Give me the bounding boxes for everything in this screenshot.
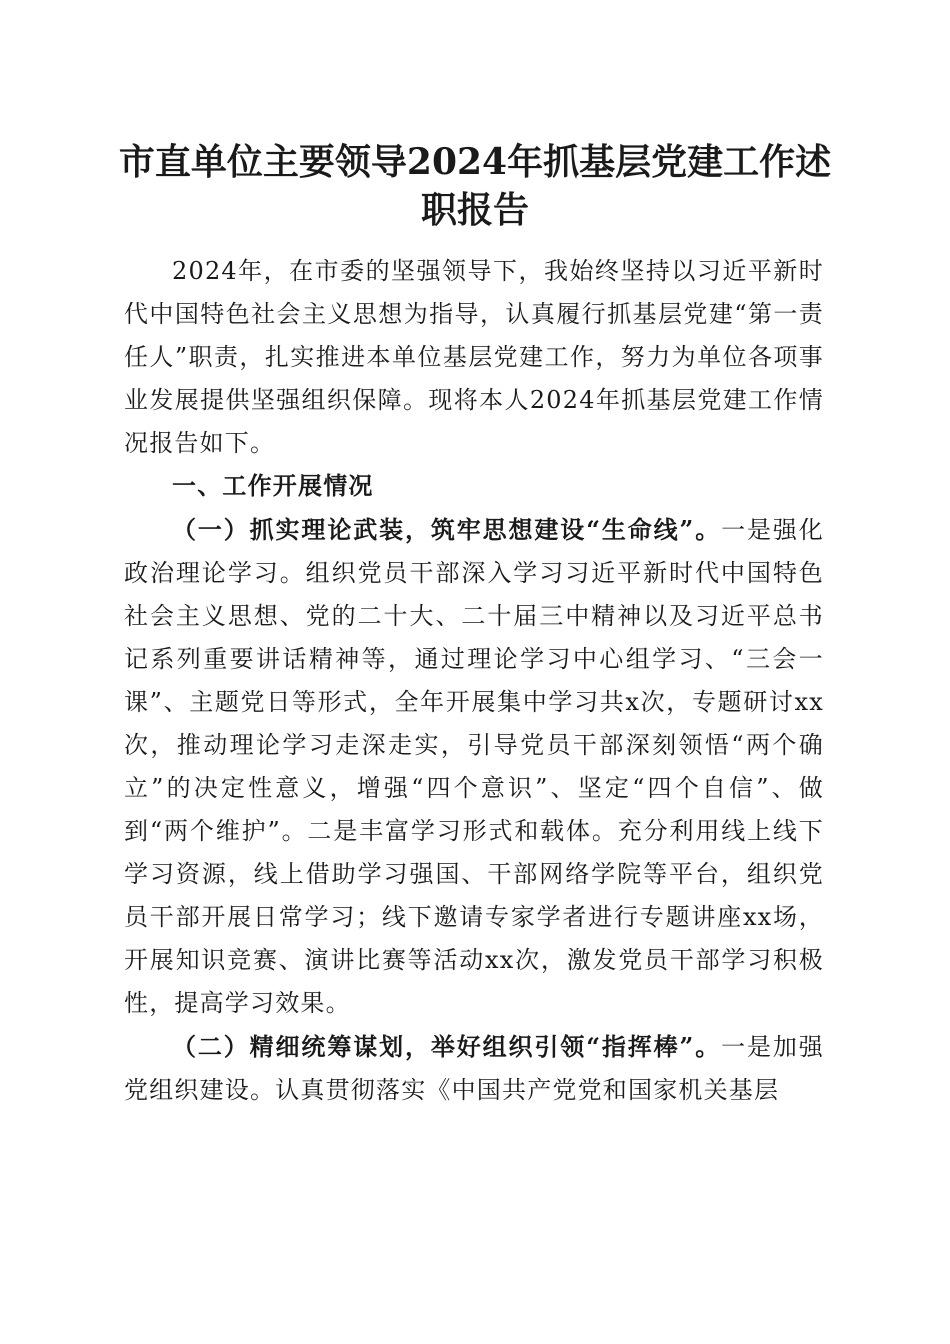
subsection-1-paragraph (124, 508, 824, 1025)
subsection-2-text: 一是加强党组织建设。认真贯彻落实《中国共产党党和国家机关基层 (124, 1033, 824, 1104)
subsection-1-text: 一是强化政治理论学习。组织党员干部深入学习习近平新时代中国特色社会主义思想、党的二十大、二十届三中精神以及习近平总书记系列重要讲话精神等，通过理论学习中心组学习、“三会一课”、主题党日等形式，全年开展集中学习共x次，专题研讨xx次，推动理论学习走深走实，引导党员干部深刻领悟“两个确立”的决定性意义，增强“四个意识”、坚定“四个自信”、做到“两个维护”。二是丰富学习形式和载体。充分利用线上线下学习资源，线上借助学习强国、干部网络学院等平台，组织党员干部开展日常学习；线下邀请专家学者进行专题讲座xx场，开展知识竞赛、演讲比赛等活动xx次，激发党员干部学习积极性，提高学习效果。 (124, 516, 824, 1017)
section-heading-work-progress: 一、工作开展情况 (172, 472, 374, 500)
subsection-2-paragraph (124, 1025, 824, 1112)
subsection-2-heading: （二）精细统筹谋划，举好组织引领“指挥棒”。 (172, 1032, 722, 1061)
document-title: 市直单位主要领导2024年抓基层党建工作述职报告 (118, 141, 832, 231)
subsection-1-heading: （一）抓实理论武装，筑牢思想建设“生命线”。 (172, 515, 722, 544)
intro-paragraph: 2024年，在市委的坚强领导下，我始终坚持以习近平新时代中国特色社会主义思想为指导，认真履行抓基层党建“第一责任人”职责，扎实推进本单位基层党建工作，努力为单位各项事业发展提供坚强组织保障。现将本人2024年抓基层党建工作情况报告如下。 (124, 257, 824, 457)
document-body (124, 250, 824, 1112)
